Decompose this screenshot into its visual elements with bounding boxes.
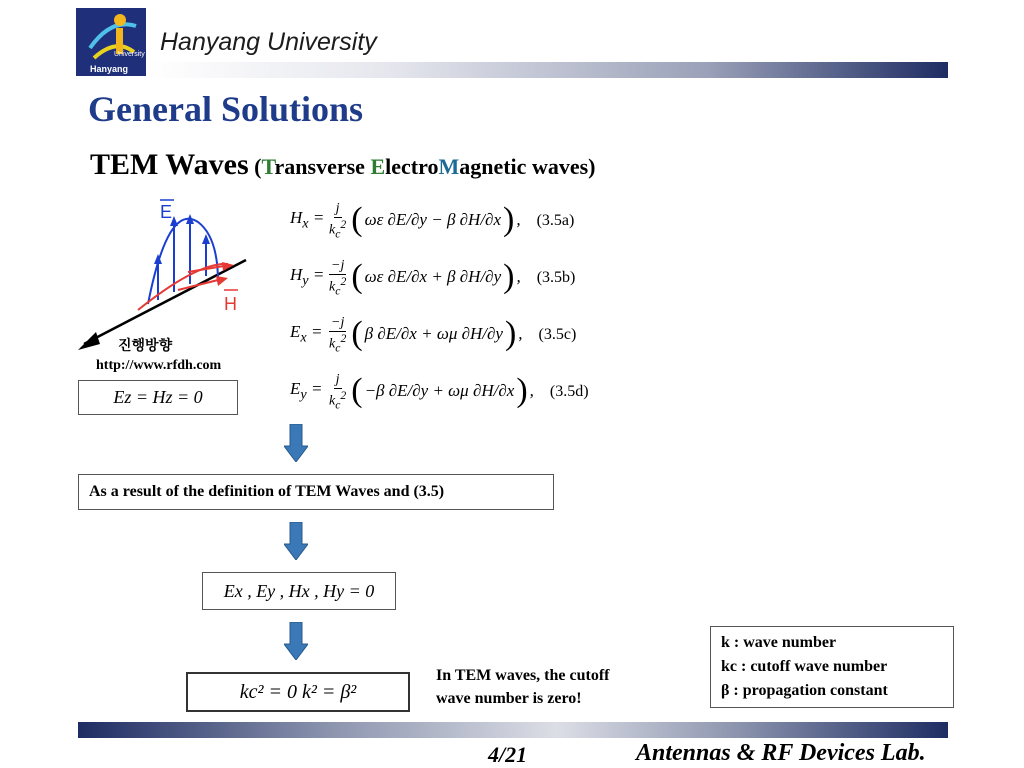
subtitle-ransverse: ransverse bbox=[274, 154, 371, 179]
eq-inner: ωε ∂E/∂y − β ∂H/∂x bbox=[364, 210, 502, 230]
subtitle-main: TEM Waves bbox=[90, 148, 249, 181]
cutoff-note bbox=[436, 664, 609, 710]
subtitle-T: T bbox=[261, 154, 275, 179]
symbol-legend bbox=[710, 626, 954, 708]
fields-zero-text: Ex , Ey , Hx , Hy = 0 bbox=[223, 581, 375, 601]
footer-bar bbox=[78, 722, 948, 738]
direction-caption: 진행방향 bbox=[118, 338, 173, 354]
page-number: 4/21 bbox=[488, 742, 528, 767]
down-arrow-icon bbox=[284, 522, 308, 560]
subtitle-agnetic: agnetic waves) bbox=[459, 154, 596, 179]
slide-subtitle bbox=[90, 148, 595, 182]
legend-k: k : wave number bbox=[721, 634, 837, 651]
fields-zero-box bbox=[202, 572, 396, 610]
subtitle-lectro: lectro bbox=[385, 154, 439, 179]
eq-label: (3.5d) bbox=[549, 382, 589, 400]
eq-inner: ωε ∂E/∂x + β ∂H/∂y bbox=[364, 267, 502, 287]
eq-inner: −β ∂E/∂y + ωμ ∂H/∂x bbox=[364, 381, 515, 401]
label-h: H bbox=[224, 294, 237, 314]
result-box bbox=[78, 474, 554, 510]
logo-text-top: University bbox=[114, 51, 145, 58]
down-arrow-icon bbox=[284, 424, 308, 462]
eq-lhs: $E_y$ = bbox=[290, 379, 323, 403]
subtitle-M: M bbox=[438, 154, 460, 179]
eq-label: (3.5a) bbox=[536, 211, 575, 229]
subtitle-E: E bbox=[370, 154, 386, 179]
equation-list bbox=[290, 192, 610, 420]
note-line-2: wave number is zero! bbox=[436, 690, 582, 707]
lab-name: Antennas & RF Devices Lab. bbox=[636, 740, 926, 766]
subtitle-open: ( bbox=[248, 154, 262, 179]
note-line-1: In TEM waves, the cutoff bbox=[436, 667, 610, 684]
eq-label: (3.5c) bbox=[538, 325, 577, 343]
kc-zero-box bbox=[186, 672, 410, 712]
logo-text-bottom: Hanyang bbox=[90, 64, 129, 74]
equation-3-5a: $H_x$ = $\frac{j}{k_c^2}$ ( ωε ∂E/∂y − β ∂H/∂x ) , (3.5a) bbox=[290, 200, 575, 241]
equation-3-5b: $H_y$ = $\frac{-j}{k_c^2}$ ( ωε ∂E/∂x + β ∂H/∂y ) , (3.5b) bbox=[290, 257, 576, 298]
ez-hz-zero-text: Ez = Hz = 0 bbox=[113, 387, 203, 407]
eq-lhs: $E_x$ = bbox=[290, 322, 323, 346]
eq-lhs: $H_x$ = bbox=[290, 208, 325, 232]
university-name: Hanyang University bbox=[160, 28, 377, 56]
ez-hz-zero-box bbox=[78, 380, 238, 415]
eq-inner: β ∂E/∂x + ωμ ∂H/∂y bbox=[364, 324, 503, 344]
slide-title: General Solutions bbox=[88, 89, 364, 129]
eq-label: (3.5b) bbox=[536, 268, 576, 286]
legend-kc: kc : cutoff wave number bbox=[721, 658, 888, 675]
result-text: As a result of the definition of TEM Waves and (3.5) bbox=[89, 483, 445, 500]
eq-lhs: $H_y$ = bbox=[290, 265, 325, 289]
source-link[interactable]: http://www.rfdh.com bbox=[96, 358, 222, 373]
equation-3-5c: $E_x$ = $\frac{-j}{k_c^2}$ ( β ∂E/∂x + ωμ ∂H/∂y ) , (3.5c) bbox=[290, 314, 577, 355]
hanyang-logo bbox=[76, 8, 146, 76]
header-bar bbox=[146, 62, 948, 78]
kc-zero-text: kc² = 0 k² = β² bbox=[239, 681, 357, 703]
tem-wave-diagram bbox=[78, 192, 248, 362]
legend-beta: β : propagation constant bbox=[721, 682, 888, 699]
label-e: E bbox=[160, 202, 173, 222]
down-arrow-icon bbox=[284, 622, 308, 660]
equation-3-5d: $E_y$ = $\frac{j}{k_c^2}$ ( −β ∂E/∂y + ωμ ∂H/∂x ) , (3.5d) bbox=[290, 371, 589, 412]
